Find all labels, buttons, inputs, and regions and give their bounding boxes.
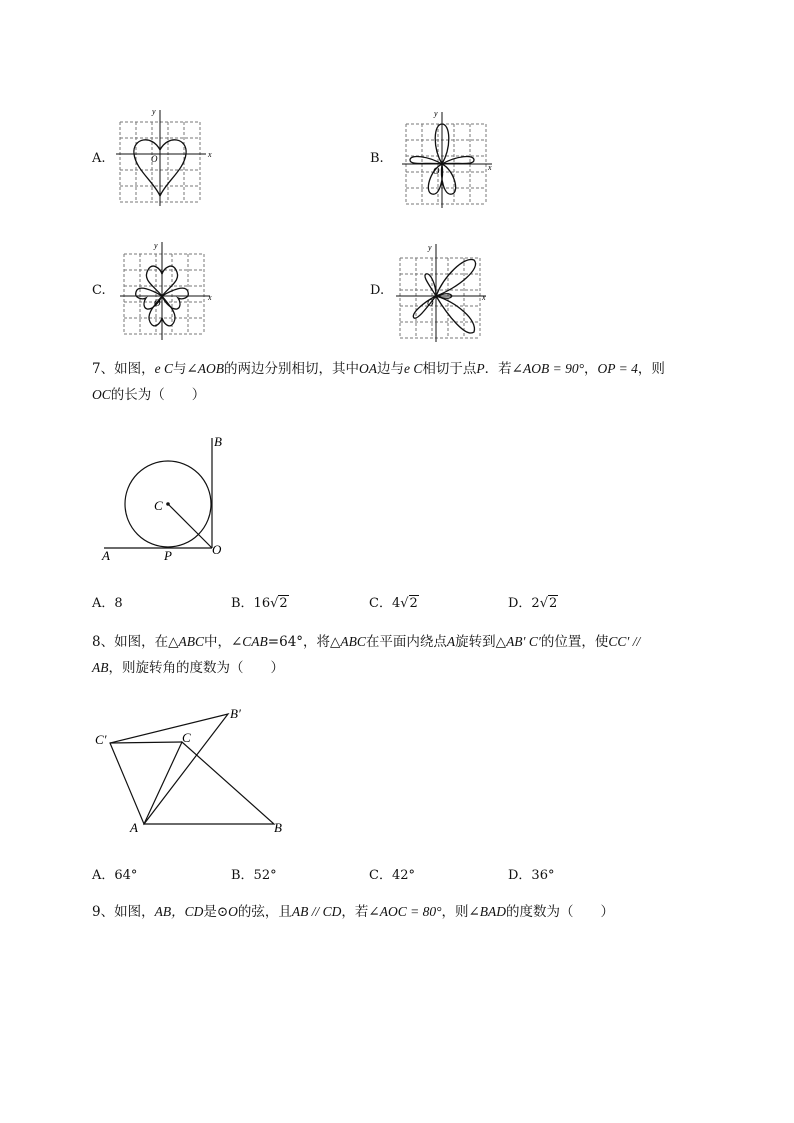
sqrt-sign: √2 [539, 596, 558, 611]
q8-cab: CAB [242, 634, 268, 649]
q8-option-a: A．64° [92, 868, 138, 883]
q7-option-d-coef: D．2 [508, 596, 540, 611]
q7-option-b [231, 592, 289, 611]
triangle-abc [144, 742, 274, 824]
question-7-line-2 [92, 382, 205, 408]
q7-option-c-radicand: 2 [409, 596, 418, 611]
x-axis-label: x [482, 293, 486, 302]
graph-b-petals [400, 106, 500, 210]
q7-oa: OA [359, 361, 378, 376]
x-axis-label: x [208, 293, 212, 302]
label-b: B [214, 434, 222, 449]
graph-c-hearts [116, 238, 216, 342]
q8-cc: CC′ [608, 634, 630, 649]
q9-text: 的度数为（ ） [506, 904, 615, 920]
question-8-line-1 [92, 629, 732, 655]
q9-angle-bad: ∠BAD [468, 904, 507, 919]
q7-text: 相切于点 [422, 361, 477, 377]
q7-text: 的长为（ ） [110, 387, 206, 403]
question-9-line-1 [92, 899, 732, 925]
q7-text: 的两边分别相切，其中 [224, 361, 360, 377]
q8-ab: AB [92, 660, 109, 675]
sqrt-sign: √2 [400, 596, 418, 611]
option-d-label: D. [370, 283, 385, 298]
option-c-label: C. [92, 283, 106, 298]
q7-option-c [369, 592, 419, 611]
q9-text: 9、如图， [92, 904, 155, 920]
q7-circle-c: e C [154, 361, 173, 376]
label-o: O [212, 542, 222, 557]
label-p: P [164, 548, 172, 563]
label-c-prime: C′ [95, 732, 107, 747]
q9-text: ，则 [441, 904, 469, 920]
q7-oc: OC [92, 387, 111, 402]
q8-figure [92, 700, 302, 840]
label-c: C [154, 498, 163, 513]
q8-text: 在平面内绕点 [365, 634, 447, 650]
label-a: A [130, 820, 138, 835]
q9-parallel: AB // CD [291, 904, 342, 919]
q7-text: 边与 [377, 361, 405, 377]
q7-option-b-radicand: 2 [279, 596, 288, 611]
q8-abc: ABC [340, 634, 366, 649]
q7-angle: ∠AOB [186, 361, 225, 376]
q7-option-b-coef: B．16 [231, 596, 271, 611]
center-point [166, 502, 170, 506]
q8-text: =64°，将△ [267, 634, 341, 650]
q8-point-a: A [446, 634, 456, 649]
q7-option-c-coef: C．4 [369, 596, 401, 611]
q7-option-d [508, 592, 558, 611]
origin-label: O [154, 298, 161, 308]
q8-option-d: D．36° [508, 868, 555, 883]
q9-chords: AB，CD [154, 904, 204, 919]
q7-circle-c: e C [404, 361, 423, 376]
q7-point-p: P [476, 361, 485, 376]
q9-text: ，若 [341, 904, 369, 920]
label-a: A [102, 548, 110, 563]
q7-option-a: A．8 [92, 596, 123, 611]
q9-condition: ∠AOC = 80° [368, 904, 442, 919]
y-axis-label: y [434, 109, 438, 118]
q8-parallel: // [629, 634, 641, 649]
q8-option-c: C．42° [369, 868, 415, 883]
q8-text: 旋转到△ [455, 634, 507, 650]
segment-cc-prime [110, 742, 182, 743]
option-b-label: B. [370, 151, 384, 166]
origin-label: O [433, 166, 440, 176]
q8-text: 的位置，使 [540, 634, 609, 650]
y-axis-label: y [152, 107, 156, 116]
q8-text: 中，∠ [203, 634, 243, 650]
q7-text: ．若 [484, 361, 512, 377]
q8-option-b: B．52° [231, 868, 277, 883]
label-b-prime: B′ [230, 706, 241, 721]
question-7-line-1 [92, 356, 732, 382]
question-8-line-2 [92, 655, 284, 681]
q7-option-d-radicand: 2 [549, 596, 558, 611]
y-axis-label: y [428, 243, 432, 252]
q7-condition-angle: ∠AOB = 90° [511, 361, 584, 376]
q7-text: ， [583, 361, 598, 377]
x-axis-label: x [488, 163, 492, 172]
option-a-label: A. [92, 151, 106, 166]
q8-text: 8、如图，在△ [92, 634, 179, 650]
q8-text: ，则旋转角的度数为（ ） [108, 660, 284, 676]
label-c: C [182, 730, 191, 745]
graph-d-leaves [394, 240, 494, 344]
q8-rotated-triangle: AB′ C′ [506, 634, 541, 649]
q9-point-o: O [228, 904, 238, 919]
x-axis-label: x [208, 150, 212, 159]
label-b: B [274, 820, 282, 835]
q7-figure [96, 430, 236, 564]
graph-a-heart [112, 104, 212, 208]
q9-text: 是⊙ [203, 904, 229, 920]
sqrt-sign: √2 [270, 596, 288, 611]
origin-label: O [427, 298, 434, 308]
q8-abc: ABC [178, 634, 204, 649]
q7-text: 7、如图， [92, 361, 155, 377]
q9-text: 的弦，且 [237, 904, 292, 920]
origin-label: O [151, 154, 158, 164]
q7-text: ，则 [637, 361, 665, 377]
q7-condition-op: OP = 4 [597, 361, 638, 376]
q7-text: 与 [172, 361, 187, 377]
y-axis-label: y [154, 241, 158, 250]
